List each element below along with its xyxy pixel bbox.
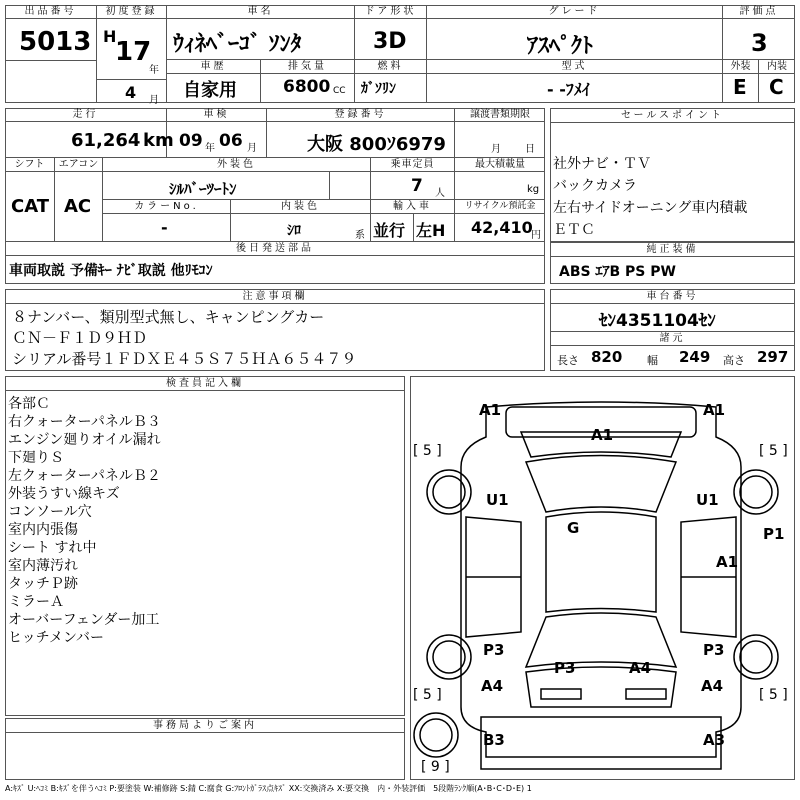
office-box [5, 718, 405, 780]
ext-grade-cell [723, 60, 759, 103]
recycle: 42,410 [471, 218, 533, 237]
sales-line-4: ＥＴＣ [553, 222, 595, 238]
load-label: 最大積載量 [455, 158, 545, 172]
mark-p3-right: P3 [703, 641, 725, 659]
width: 249 [679, 348, 711, 366]
disp-label: 排気量 [261, 60, 354, 74]
inspector-line: エンジン廻りオイル漏れ [8, 432, 161, 448]
height: 297 [757, 348, 789, 366]
grade-cell [427, 5, 723, 60]
import-drive: 左H [416, 221, 446, 240]
inspector-line: コンソール穴 [8, 504, 92, 520]
recycle-label: リサイクル預託金 [455, 200, 545, 214]
inspect-cell [167, 108, 267, 158]
notes-line-3: シリアル番号１ＦＤＸＥ４５Ｓ７５ＨＡ６５４７９ [12, 350, 357, 368]
lot-cell [5, 5, 97, 103]
sales-line-2: バックカメラ [553, 178, 637, 194]
capacity: 7 [411, 176, 423, 196]
mark-g: G [567, 519, 580, 537]
sales-label: セールスポイント [551, 109, 794, 123]
shift-label: シフト [5, 158, 54, 172]
inspector-line: 下廻りＳ [8, 450, 64, 466]
chassis-number: ｾﾝ4351104ｾﾝ [599, 311, 716, 331]
tire-fl: [ 5 ] [413, 443, 442, 459]
era: H [103, 27, 117, 46]
mileage-unit: km [143, 130, 174, 151]
inspector-line: 各部Ｃ [8, 396, 50, 412]
score-label: 評価点 [723, 5, 795, 19]
inspect-year-unit: 年 [205, 143, 215, 154]
transfer-day-unit: 日 [525, 144, 535, 155]
inspector-line: オーバーフェンダー加工 [8, 612, 160, 628]
notes-line-1: ８ナンバー、類別型式無し、キャンピングカー [12, 308, 325, 326]
reg-month: 4 [125, 83, 137, 102]
inspect-month-unit: 月 [247, 143, 257, 154]
first-reg-cell [97, 5, 167, 106]
condition-diagram [410, 376, 795, 780]
mark-p3-center: P3 [554, 659, 576, 677]
notes-label: 注意事項欄 [6, 290, 544, 304]
history-cell [167, 60, 261, 103]
width-label: 幅 [647, 354, 658, 367]
color-label: 外装色 [103, 158, 370, 172]
int-color-label: 内装色 [231, 200, 370, 214]
year-unit: 年 [149, 65, 159, 76]
color-no: - [161, 218, 168, 237]
mark-a4-left: A4 [481, 677, 504, 695]
capacity-unit: 人 [435, 188, 445, 199]
transfer-month-unit: 月 [491, 144, 501, 155]
chassis-box [550, 289, 795, 371]
fuel-cell [355, 60, 427, 103]
tire-fr: [ 5 ] [759, 443, 788, 459]
model-type: - -ﾌﾒｲ [547, 80, 590, 99]
disp-unit: CC [333, 86, 346, 96]
model-name: ｳｨﾈﾍﾞｰｺﾞ ｿﾝﾀ [173, 32, 302, 57]
month-unit: 月 [149, 95, 159, 106]
interior-color: ｼﾛ [287, 223, 301, 239]
mileage-cell [5, 108, 174, 158]
mark-a1-front: A1 [591, 426, 614, 444]
sales-line-1: 社外ナビ・ＴＶ [553, 156, 651, 172]
inspector-lines [8, 395, 161, 647]
mark-a3: A3 [703, 731, 726, 749]
first-reg-label: 初度登録 [97, 5, 166, 19]
door-cell [355, 5, 427, 60]
equip-label: 純正装備 [551, 243, 794, 257]
grade: ｱｽﾍﾟｸﾄ [527, 34, 594, 59]
equipment: ABS ｴｱB PS PW [559, 264, 676, 280]
inspect-year: 09 [179, 131, 203, 151]
plate-cell [267, 108, 455, 158]
transfer-label: 譲渡書類期限 [455, 108, 545, 122]
import-type: 並行 [373, 221, 406, 240]
later-cell [5, 242, 545, 284]
inspector-line: ヒッチメンバー [8, 630, 105, 646]
chassis-label: 車台番号 [551, 290, 794, 304]
score-cell [723, 5, 795, 60]
recycle-cell [455, 200, 545, 242]
history: 自家用 [183, 80, 237, 101]
inspector-box [5, 376, 405, 716]
inspector-line: ミラーＡ [8, 594, 64, 610]
inspector-label: 検査員記入欄 [6, 377, 404, 391]
ac: AC [64, 196, 92, 217]
mark-p3-left: P3 [483, 641, 505, 659]
exterior-color: ｼﾙﾊﾞｰﾂｰﾄﾝ [169, 180, 237, 198]
lot-label: 出品番号 [5, 5, 96, 19]
equip-box [550, 242, 795, 284]
recycle-unit: 円 [531, 230, 541, 241]
int-grade-label: 内装 [759, 60, 795, 74]
ac-label: エアコン [55, 158, 102, 172]
ac-cell [55, 158, 103, 242]
tire-spare: [ 9 ] [421, 759, 450, 775]
reg-year: 17 [115, 37, 152, 67]
color-no-label: カラーNo. [103, 200, 230, 214]
car-diagram-svg [411, 377, 794, 779]
later-parts: 車両取説 予備ｷｰ ﾅﾋﾞ取説 他ﾘﾓｺﾝ [9, 263, 213, 279]
tire-rl: [ 5 ] [413, 687, 442, 703]
spec-label: 諸元 [551, 332, 794, 346]
load-cell [455, 158, 545, 200]
import-label: 輸入車 [371, 200, 454, 214]
length-label: 長さ [557, 354, 579, 367]
mark-a1-top-left: A1 [479, 401, 502, 419]
int-color-cell [231, 200, 371, 242]
mark-a1-mid: A1 [716, 553, 739, 571]
office-label: 事務局よりご案内 [6, 719, 404, 733]
load-unit: kg [527, 184, 540, 195]
model-label: 車名 [167, 5, 354, 19]
plate: 大阪 800ｿ6979 [307, 134, 446, 155]
inspector-line: 室内内張傷 [8, 522, 78, 538]
mark-u1-left: U1 [486, 491, 509, 509]
fuel: ｶﾞｿﾘﾝ [361, 81, 396, 97]
notes-box [5, 289, 545, 371]
int-color-unit: 系 [355, 230, 365, 241]
mark-u1-right: U1 [696, 491, 719, 509]
inspector-line: 右クォーターパネルＢ３ [8, 414, 161, 430]
history-label: 車歴 [167, 60, 260, 74]
score: 3 [751, 29, 768, 57]
tire-rr: [ 5 ] [759, 687, 788, 703]
inspector-line: 左クォーターパネルＢ２ [8, 468, 161, 484]
inspect-label: 車検 [167, 108, 266, 122]
mark-b3: B3 [483, 731, 505, 749]
int-grade-cell [759, 60, 795, 103]
legend: A:ｷｽﾞ U:ﾍｺﾐ B:ｷｽﾞを伴うﾍｺﾐ P:要塗装 W:補修跡 S:錆 C:腐食 G:ﾌﾛﾝﾄｶﾞﾗｽ点ｷｽﾞ XX:交換済み X:要交換 内・外装評価 5段階ﾗﾝｸ順(A･B･C･D･E) 1 [5, 784, 532, 793]
capacity-cell [371, 158, 455, 200]
color-no-cell [103, 200, 231, 242]
shift: CAT [11, 196, 50, 217]
model-cell [167, 5, 355, 60]
type-label: 型式 [427, 60, 722, 74]
mark-p1: P1 [763, 525, 785, 543]
lot-number: 5013 [19, 27, 92, 57]
mileage: 61,264 [71, 130, 141, 151]
ext-grade-label: 外装 [723, 60, 758, 74]
inspect-month: 06 [219, 131, 243, 151]
capacity-label: 乗車定員 [371, 158, 454, 172]
door-type: 3D [373, 29, 407, 54]
color-cell [103, 158, 371, 200]
ext-grade: E [733, 75, 747, 99]
transfer-cell [455, 108, 545, 158]
disp-cell [261, 60, 355, 103]
displacement: 6800 [283, 77, 331, 97]
fuel-label: 燃料 [355, 60, 426, 74]
grade-label: グレード [427, 5, 722, 19]
type-cell [427, 60, 723, 103]
sales-box [550, 108, 795, 242]
door-label: ドア形状 [355, 5, 426, 19]
import-cell [371, 200, 455, 242]
inspector-line: 室内薄汚れ [8, 558, 78, 574]
mark-a4-right: A4 [701, 677, 724, 695]
mark-a4-center: A4 [629, 659, 652, 677]
inspector-line: タッチＰ跡 [8, 576, 78, 592]
length: 820 [591, 348, 623, 366]
later-label: 後日発送部品 [5, 242, 545, 256]
notes-line-2: ＣＮ－Ｆ１Ｄ９ＨＤ [12, 329, 148, 347]
sales-line-3: 左右サイドオーニング車内積載 [553, 200, 748, 216]
inspector-line: シート すれ中 [8, 540, 97, 556]
height-label: 高さ [723, 354, 745, 367]
mileage-label: 走行 [5, 108, 166, 122]
int-grade: C [769, 75, 784, 99]
mark-a1-top-right: A1 [703, 401, 726, 419]
plate-label: 登録番号 [267, 108, 454, 122]
shift-cell [5, 158, 55, 242]
inspector-line: 外装うすい線キズ [8, 486, 120, 502]
